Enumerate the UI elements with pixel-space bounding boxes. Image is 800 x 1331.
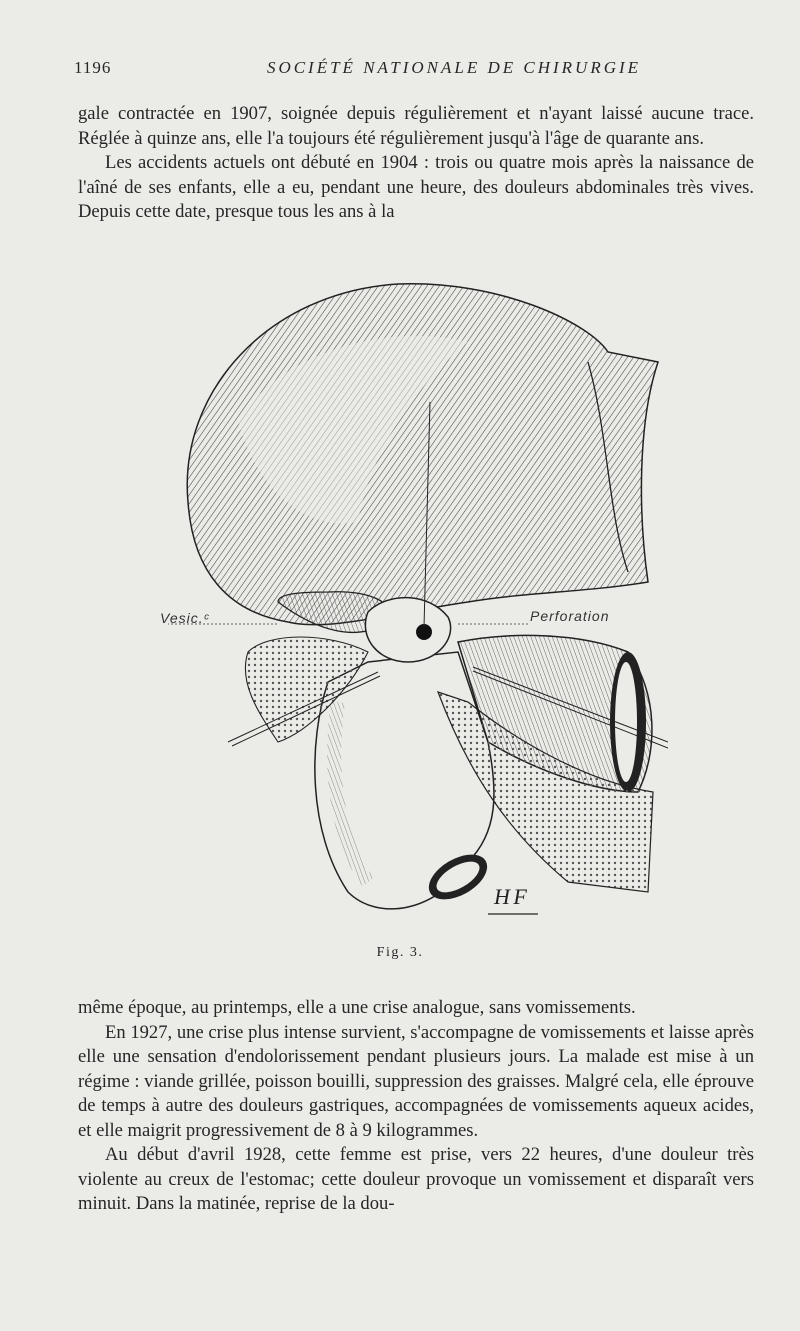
- figure-caption: Fig. 3.: [376, 945, 424, 960]
- figure-label-perforation: Perforation: [530, 608, 610, 624]
- running-title: SOCIÉTÉ NATIONALE DE CHIRURGIE: [266, 58, 642, 77]
- figure-label-vesicle: Vesic.ᶜ: [160, 610, 210, 626]
- paragraph: gale contractée en 1907, soignée depuis régulièrement et n'ayant laissé aucune trace. Réglée à quinze ans, elle l'a toujours été régulièrement jusqu'à l'âge de quarante ans.: [78, 103, 754, 149]
- paragraph: même époque, au printemps, elle a une crise analogue, sans vomissements.: [78, 997, 636, 1018]
- page-header: [74, 58, 754, 84]
- anatomical-illustration: [168, 272, 668, 932]
- paragraph: En 1927, une crise plus intense survient, s'accompagne de vomissements et laisse après elle une sensation d'endolorissement pendant plusieurs jours. La malade est mise à un régime : viande grillée, poisson bouilli, suppression des graisses. Malgré cela, elle éprouve de temps à autre des douleurs gastriques, accompagnées de vomissements aqueux acides, et elle maigrit progressivement de 8 à 9 kilogrammes.: [78, 1021, 754, 1141]
- paragraph: Les accidents actuels ont débuté en 1904 : trois ou quatre mois après la naissance de l'aîné de ses enfants, elle a eu, pendant une heure, des douleurs abdominales très vives. Depuis cette date, presque tous les ans à la: [78, 152, 754, 222]
- page-number: 1196: [74, 58, 112, 77]
- text-block-bottom: [78, 996, 754, 1217]
- illustrator-signature: H F: [494, 884, 526, 909]
- text-block-top: [78, 102, 754, 225]
- paragraph: Au début d'avril 1928, cette femme est prise, vers 22 heures, d'une douleur très violente au creux de l'estomac; cette douleur provoque un vomissement et disparaît vers minuit. Dans la matinée, reprise de la dou-: [78, 1144, 754, 1214]
